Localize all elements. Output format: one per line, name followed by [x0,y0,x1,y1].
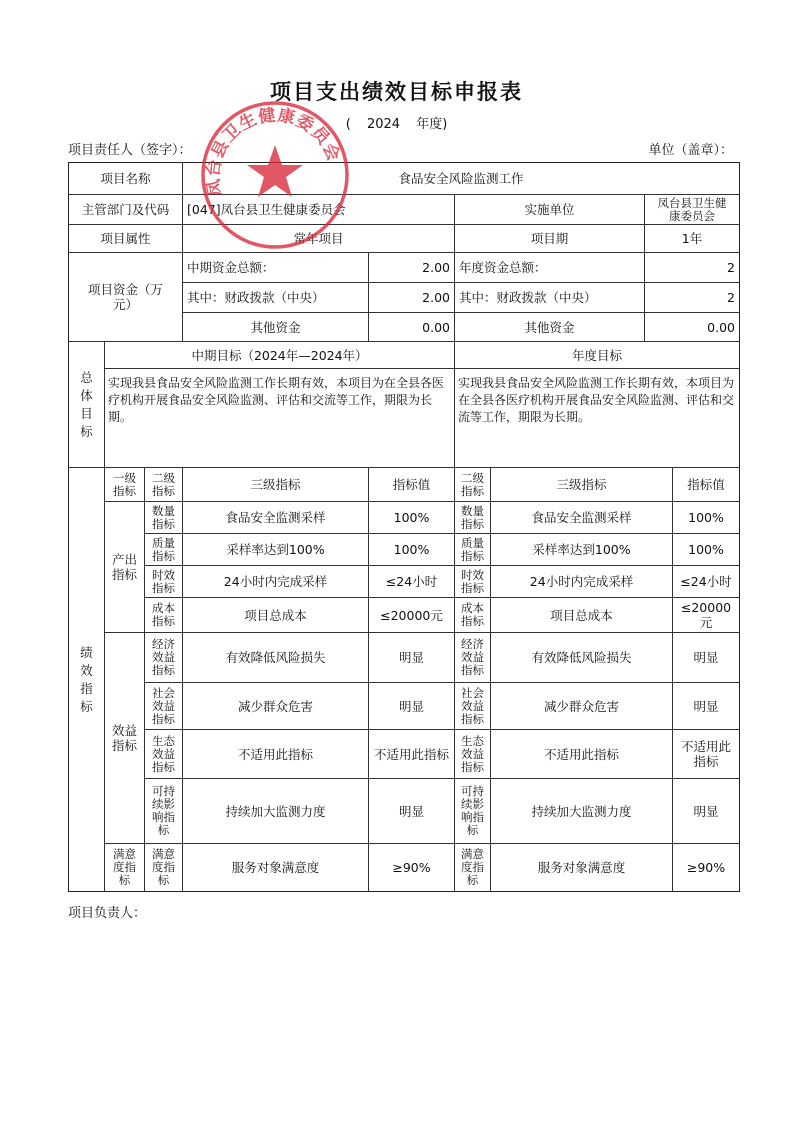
mid-level3-5: 有效降低风险损失 [183,633,369,683]
mid-central-value: 2.00 [369,283,455,313]
mid-value-3: ≤24小时 [369,566,455,598]
mid-other-value: 0.00 [369,313,455,342]
year-level2-9: 满意度指标 [455,844,491,891]
dept-label: 主管部门及代码 [69,195,183,225]
year-level2-7: 生态效益指标 [455,730,491,779]
effect-group-label: 效益指标 [105,633,145,844]
mid-h-level2: 二级指标 [145,468,183,502]
mid-level3-7: 不适用此指标 [183,730,369,779]
year-value: 2024 [366,117,401,132]
mid-value-6: 明显 [369,683,455,730]
mid-goal-text: 实现我县食品安全风险监测工作长期有效，本项目为在全县各医疗机构开展食品安全风险监测、评估和交流等工作，期限为长期。 [105,369,455,468]
year-other-label: 其他资金 [455,313,645,342]
year-level2-8: 可持续影响指标 [455,779,491,844]
year-level3-8: 持续加大监测力度 [491,779,673,844]
mid-level3-4: 项目总成本 [183,598,369,633]
mid-value-2: 100% [369,534,455,566]
year-open: ( [345,117,351,132]
mid-value-4: ≤20000元 [369,598,455,633]
mid-level3-1: 食品安全监测采样 [183,502,369,534]
year-value-6: 明显 [673,683,739,730]
year-level2-2: 质量指标 [455,534,491,566]
mid-level3-3: 24小时内完成采样 [183,566,369,598]
year-level2-3: 时效指标 [455,566,491,598]
year-central-label: 其中：财政拨款（中央） [455,283,645,313]
year-level3-4: 项目总成本 [491,598,673,633]
attr-label: 项目属性 [69,225,183,253]
mid-level2-6: 社会效益指标 [145,683,183,730]
year-level3-5: 有效降低风险损失 [491,633,673,683]
responsible-person-label: 项目责任人（签字）： [68,143,192,158]
mid-goal-header: 中期目标（2024年—2024年） [105,342,455,369]
unit-seal-label: 单位（盖章）： [648,143,733,158]
year-value-7: 不适用此指标 [673,730,739,779]
mid-h-level1: 一级指标 [105,468,145,502]
year-unit: 年度) [416,117,448,132]
year-value-9: ≥90% [686,860,726,875]
year-other-value: 0.00 [645,313,739,342]
year-h-level2: 二级指标 [455,468,491,502]
mid-value-5: 明显 [369,633,455,683]
mid-value-7: 不适用此指标 [369,730,455,779]
mid-level2-4: 成本指标 [145,598,183,633]
mid-value-9: ≥90% [369,844,455,891]
year-level3-3: 24小时内完成采样 [491,566,673,598]
indicators-label: 绩效指标 [69,468,105,891]
period-label: 项目期 [455,225,645,253]
impl-value: 凤台县卫生健康委员会 [645,195,739,225]
year-value-3: ≤24小时 [673,566,739,598]
dept-value: [047]凤台县卫生健康委员会 [183,195,455,225]
period-value: 1年 [645,225,739,253]
mid-level2-8: 可持续影响指标 [145,779,183,844]
year-level2-4: 成本指标 [455,598,491,633]
mid-level2-7: 生态效益指标 [145,730,183,779]
year-value-8: 明显 [673,779,739,844]
year-level3-9: 服务对象满意度 [491,844,673,891]
year-level2-6: 社会效益指标 [455,683,491,730]
performance-table [68,162,740,892]
mid-other-label: 其他资金 [183,313,369,342]
year-value-1: 100% [673,502,739,534]
year-level3-6: 减少群众危害 [491,683,673,730]
attr-value: 常年项目 [183,225,455,253]
year-line [0,113,793,132]
year-h-level3: 三级指标 [491,468,673,502]
year-value-2: 100% [673,534,739,566]
mid-central-label: 其中：财政拨款（中央） [183,283,369,313]
year-level2-5: 经济效益指标 [455,633,491,683]
mid-level2-5: 经济效益指标 [145,633,183,683]
mid-total-label: 中期资金总额： [183,253,369,283]
year-level2-1: 数量指标 [455,502,491,534]
mid-level2-1: 数量指标 [145,502,183,534]
mid-level3-6: 减少群众危害 [183,683,369,730]
year-h-value: 指标值 [673,468,739,502]
year-central-value: 2 [645,283,739,313]
year-value-5: 明显 [673,633,739,683]
project-leader-label: 项目负责人： [68,906,147,921]
impl-label: 实施单位 [455,195,645,225]
mid-level3-2: 采样率达到100% [183,534,369,566]
mid-h-value: 指标值 [369,468,455,502]
year-level3-1: 食品安全监测采样 [491,502,673,534]
year-total-label: 年度资金总额： [455,253,645,283]
satisfaction-group-label: 满意度指标 [105,844,145,891]
project-name-value: 食品安全风险监测工作 [183,163,739,195]
year-level3-2: 采样率达到100% [491,534,673,566]
mid-total-value: 2.00 [369,253,455,283]
mid-level2-3: 时效指标 [145,566,183,598]
mid-level3-9: 服务对象满意度 [183,844,369,891]
project-name-label: 项目名称 [69,163,183,195]
goals-label: 总体目标 [69,342,105,468]
mid-value-1: 100% [369,502,455,534]
year-goal-text: 实现我县食品安全风险监测工作长期有效，本项目为在全县各医疗机构开展食品安全风险监测、评估和交流等工作，期限为长期。 [455,369,739,468]
year-value-4: ≤20000元 [673,598,739,633]
funds-label: 项目资金（万元） [69,253,183,342]
mid-level2-2: 质量指标 [145,534,183,566]
mid-level3-8: 持续加大监测力度 [183,779,369,844]
year-level3-7: 不适用此指标 [491,730,673,779]
page-title: 项目支出绩效目标申报表 [270,80,523,104]
year-goal-header: 年度目标 [455,342,739,369]
year-total-value: 2 [645,253,739,283]
mid-h-level3: 三级指标 [183,468,369,502]
output-group-label: 产出指标 [105,502,145,633]
mid-level2-9: 满意度指标 [145,844,183,891]
mid-value-8: 明显 [369,779,455,844]
svg-text:凤台县卫生健康委员会: 凤台县卫生健康委员会 [203,105,344,198]
